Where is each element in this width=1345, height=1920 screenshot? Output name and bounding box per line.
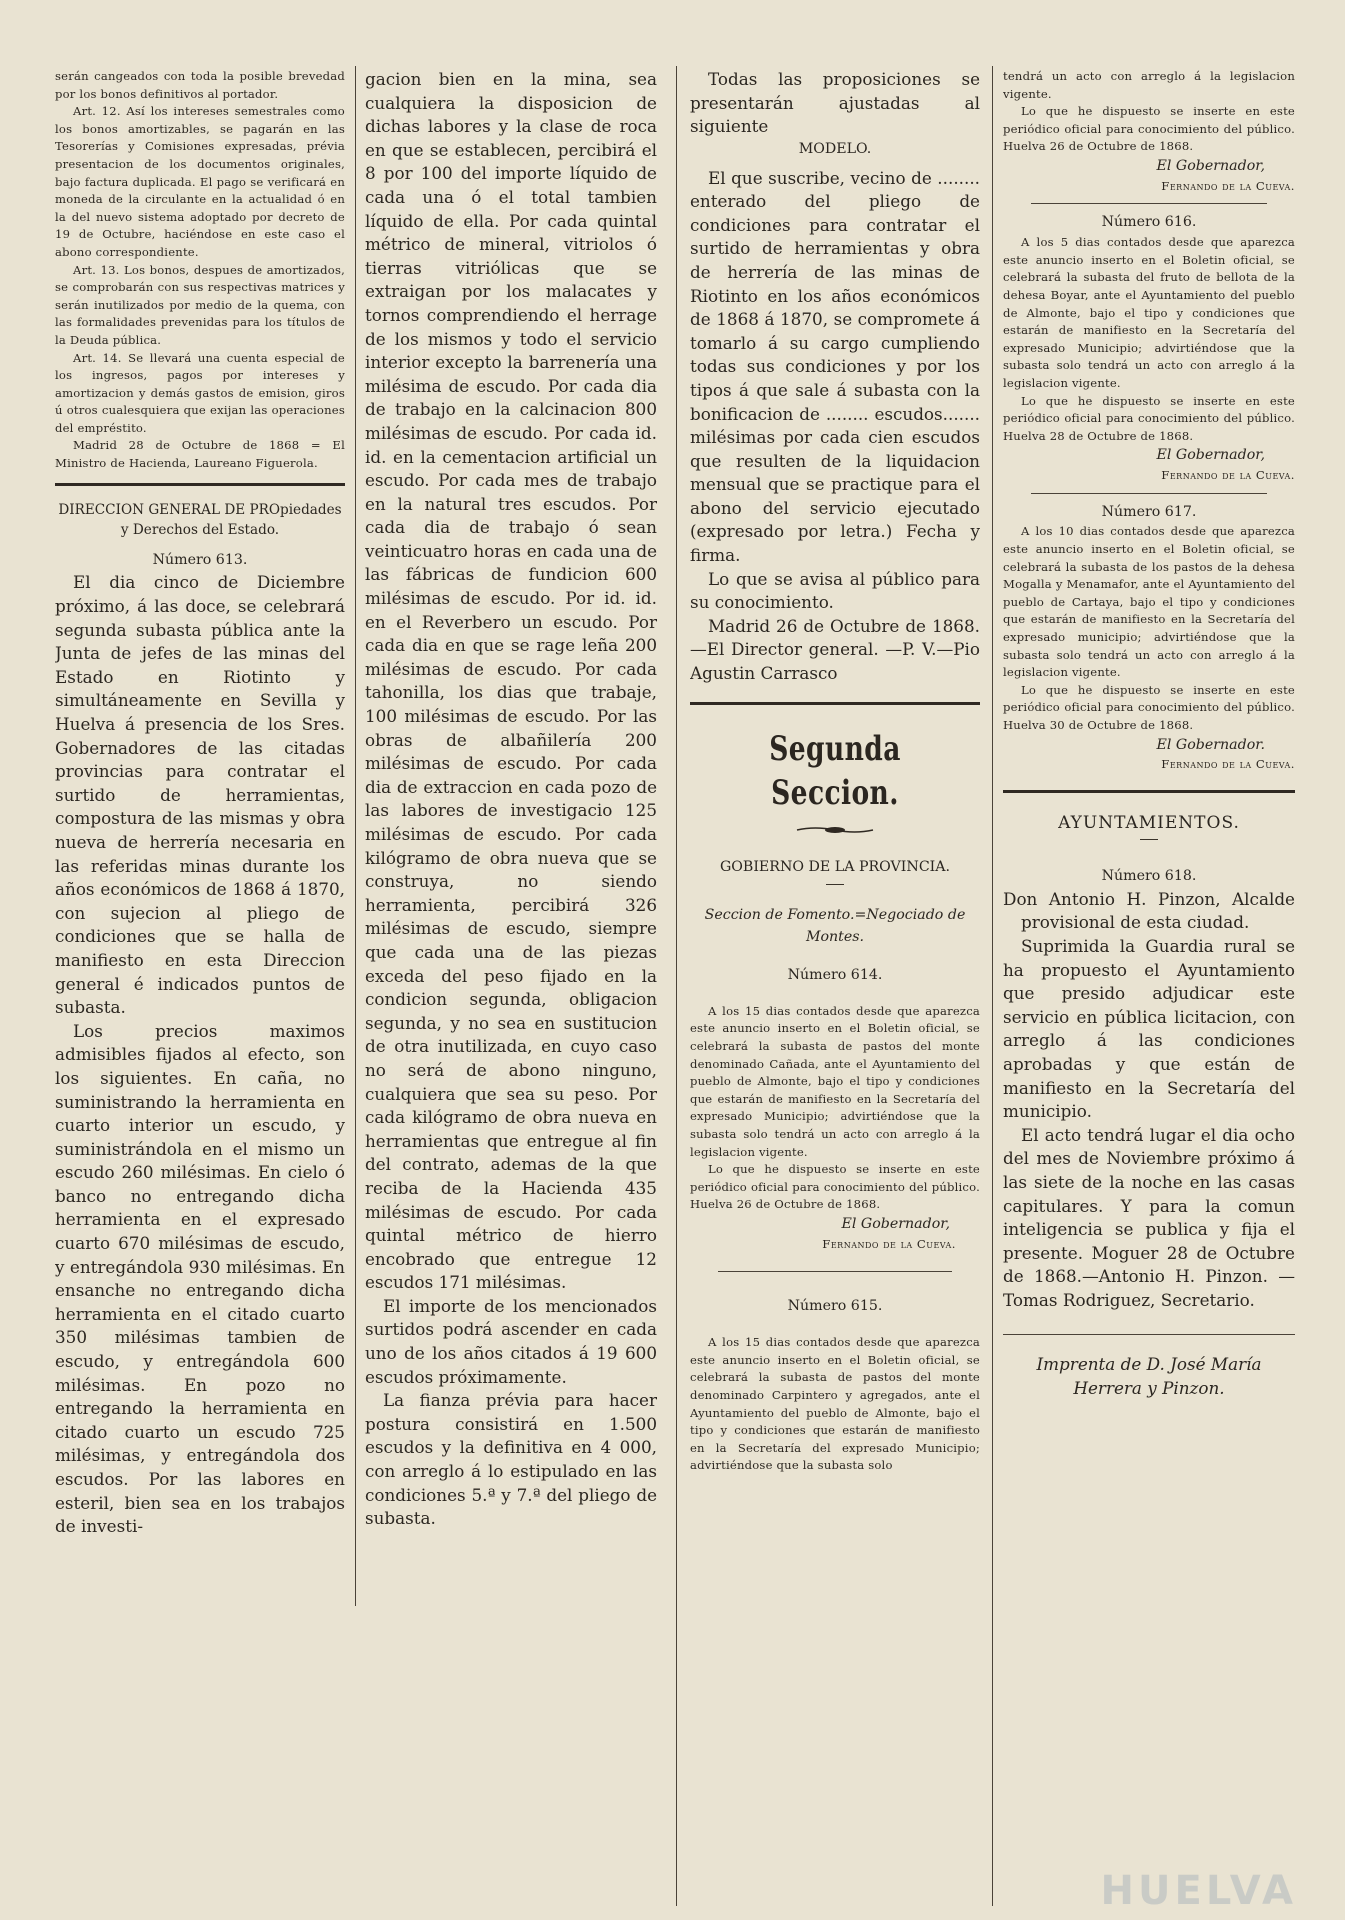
notice-613-bond: La fianza prévia para hacer postura consistirá en 1.500 escudos y la definitiva en 4 000, con arreglo á lo estipulado en las condiciones 5.ª y 7.ª del pliego de subasta. (365, 1390, 657, 1529)
printer-imprint: Imprenta de D. José María Herrera y Pinzon. (1036, 1354, 1262, 1399)
notice-616-body: A los 5 dias contados desde que aparezca este anuncio inserto en el Boletin oficial, se celebrará la subasta del fruto de bellota de la dehesa Boyar, ante el Ayuntamiento del pueblo de Almonte, bajo el tipo y condiciones que estarán de manifiesto en la Secretaría del expresado Municipio; advirtiéndose que la subasta solo tendrá un acto con arreglo á la legislacion vigente. (1003, 235, 1295, 390)
notice-number: Número 618. (1101, 867, 1197, 884)
notice-618-details: El acto tendrá lugar el dia ocho del mes de Noviembre próximo á las siete de la noche en las casas capitulares. Y para la comun inteligencia se publica y fija el presente. Moguer 28 de Octubre de 1868.—Antonio H. Pinzon. —Tomas Rodriguez, Secretario. (1003, 1124, 1295, 1310)
governor-name: Fernando de la Cueva. (1161, 468, 1295, 483)
governor-name: Fernando de la Cueva. (1161, 178, 1295, 193)
notice-613-body: El dia cinco de Diciembre próximo, á las doce, se celebrará segunda subasta pública ante la Junta de jefes de las minas del Estado en Riotinto y simultáneamente en Sevilla y Huelva á presencia de los Sres. Gobernadores de las citadas provincias para contratar el surtido de herramientas, compostura de las mismas y obra nueva de herrería necesaria en las referidas minas durante los años económicos de 1868 á 1870, con sujecion al pliego de condiciones que se halla de manifiesto en esta Direccion general é indicados puntos de subasta. (55, 572, 345, 1018)
notice-614-body: A los 15 dias contados desde que aparezca este anuncio inserto en el Boletin oficial, se celebrará la subasta de pastos del monte denominado Cañada, ante el Ayuntamiento del pueblo de Almonte, bajo el tipo y condiciones que estarán de manifiesto en la Secretaría del expresado Municipio; advirtiéndose que la subasta solo tendrá un acto con arreglo á la legislacion vigente. (690, 1003, 980, 1159)
section-title: Segunda Seccion. (769, 728, 901, 813)
ornament-divider (795, 825, 875, 835)
section-divider (1003, 790, 1295, 793)
governor-name: Fernando de la Cueva. (822, 1236, 956, 1251)
notice-615-body: A los 15 dias contados desde que aparezca este anuncio inserto en el Boletin oficial, se celebrará la subasta de pastos del monte denominado Carpintero y agregados, ante el Ayuntamiento del pueblo de Almonte, bajo el tipo y condiciones que estarán de manifiesto en la Secretaría del expresado Municipio; advirtiéndose que la subasta solo (690, 1335, 980, 1473)
column-rule (355, 66, 356, 1606)
proposals-text: Todas las proposiciones se presentarán ajustadas al siguiente (690, 69, 980, 137)
column-4 (1003, 68, 1295, 1900)
short-rule (826, 884, 844, 885)
watermark: HUELVA (1100, 1868, 1297, 1914)
notice-613-prices: Los precios maximos admisibles fijados al efecto, son los siguientes. En caña, no suministrando la herramienta en cuarto interior un escudo, y suministrándola en el mismo un escudo 260 milésimas. En cielo ó banco no entregando dicha herramienta en el expresado cuarto 670 milésimas de escudo, y entregándola 930 milésimas. En ensanche no entregando dicha herramienta en el citado cuarto 350 milésimas tambien de escudo, y entregándola 600 milésimas. En pozo no entregando la herramienta en citado cuarto un escudo 725 milésimas, y entregándola dos escudos. Por las labores en esteril, bien sea en los trabajos de investi- (55, 1020, 345, 1537)
government-heading: GOBIERNO DE LA PROVINCIA. (719, 858, 951, 875)
section-divider (690, 702, 980, 705)
notice-613-amount: El importe de los mencionados surtidos podrá ascender en cada uno de los años citados á 19 600 escudos próximamente. (365, 1295, 657, 1387)
notice-614-publication: Lo que he dispuesto se inserte en este periódico oficial para conocimiento del público. Huelva 26 de Octubre de 1868. (690, 1162, 980, 1212)
column-3 (690, 68, 980, 1900)
governor-title: El Gobernador, (841, 1215, 950, 1232)
model-text: El que suscribe, vecino de ........ enterado del pliego de condiciones para contratar el surtido de herramientas y obra de herrería de las minas de Riotinto en los años económicos de 1868 á 1870, se compromete á tomarlo á su cargo cumpliendo todas sus condiciones y por los tipos á que sale á subasta con la bonificacion de ........ escudos....... milésimas por cada cien escudos que resulten de la liquidacion mensual que se practique para el abono del servicio ejecutado (expresado por letra.) Fecha y firma. (690, 167, 980, 566)
ayuntamientos-heading: AYUNTAMIENTOS. (1058, 812, 1240, 833)
minister-signature: Madrid 28 de Octubre de 1868 = El Ministro de Hacienda, Laureano Figuerola. (55, 438, 345, 471)
notice-616-publication: Lo que he dispuesto se inserte en este periódico oficial para conocimiento del público. Huelva 28 de Octubre de 1868. (1003, 393, 1295, 443)
notice-615-publication: Lo que he dispuesto se inserte en este periódico oficial para conocimiento del público. Huelva 26 de Octubre de 1868. (1003, 104, 1295, 154)
column-rule (992, 66, 993, 1906)
governor-title: El Gobernador, (1156, 157, 1265, 174)
notice-617-publication: Lo que he dispuesto se inserte en este periódico oficial para conocimiento del público. Huelva 30 de Octubre de 1868. (1003, 682, 1295, 732)
footer-divider (1003, 1334, 1295, 1335)
continuation-text: serán cangeados con toda la posible brevedad por los bonos definitivos al portador. (55, 69, 345, 101)
notice-618-issuer: Don Antonio H. Pinzon, Alcalde provisional de esta ciudad. (1003, 888, 1295, 933)
governor-title: El Gobernador, (1156, 447, 1265, 464)
notice-number: Número 613. (152, 551, 248, 568)
column-rule (676, 66, 677, 1906)
notice-divider (1031, 493, 1267, 494)
notice-613-continuation: gacion bien en la mina, sea cualquiera la disposicion de dichas labores y la clase de roca en que se establecen, percibirá el 8 por 100 del importe líquido de cada una ó el total tambien líquido de ella. Por cada quintal métrico de mineral, vitriolos ó tierras vitriólicas que se extraigan por los malacates y tornos comprendiendo el herrage de los mismos y todo el servicio interior excepto la barrenería una milésima de escudo. Por cada dia de trabajo en la calcinacion 800 milésimas de escudo. Por cada id. id. en la cementacion artificial un escudo. Por cada mes de trabajo en la natural tres escudos. Por cada dia de trabajo ó sean veinticuatro horas en cada una de las fábricas de fundicion 600 milésimas de escudo. Por id. id. en el Reverbero un escudo. Por cada dia en que se rage leña 200 milésimas de escudo. Por cada tahonilla, los dias que trabaje, 100 milésimas de escudo. Por las obras de albañilería 200 milésimas de escudo. Por cada dia de extraccion en cada pozo de las labores de investigacio 125 milésimas de escudo. Por cada kilógramo de obra nueva que se construya, no siendo herramienta, percibirá 326 milésimas de escudo, siempre que cada una de las piezas exceda del peso fijado en la condicion segunda, obligacion segunda, y no sea en sustitucion de otra inutilizada, en cuyo caso no será de abono ninguno, cualquiera que sea su peso. Por cada kilógramo de obra nueva en herramientas que entregue al fin del contrato, ademas de la que reciba de la Hacienda 435 milésimas de escudo. Por cada quintal métrico de hierro encobrado que entregue 12 escudos 171 milésimas. (365, 69, 657, 1293)
short-rule (1140, 839, 1158, 840)
section-heading: DIRECCION GENERAL DE PROpiedades y Derechos del Estado. (58, 501, 342, 538)
department-heading: Seccion de Fomento.=Negociado de Montes. (704, 907, 966, 946)
model-heading: MODELO. (798, 140, 872, 157)
column-1 (55, 68, 345, 1900)
notice-615-continuation: tendrá un acto con arreglo á la legislacion vigente. (1003, 69, 1295, 101)
notice-number: Número 616. (1101, 214, 1197, 231)
column-2 (365, 68, 657, 1900)
article-12: Art. 12. Así los intereses semestrales como los bonos amortizables, se pagarán en las Tesorerías y Comisiones expresadas, prévia presentacion de los documentos originales, bajo factura duplicada. El pago se verificará en moneda de la circulante en la actualidad ó en la del nuevo sistema adoptado por decreto de 19 de Octubre, haciéndose en este caso el abono correspondiente. (55, 104, 345, 259)
section-divider (55, 483, 345, 486)
notice-number: Número 617. (1101, 503, 1197, 520)
article-14: Art. 14. Se llevará una cuenta especial de los ingresos, pagos por intereses y amortizacion y demás gastos de emision, giros ú otros cualesquiera que exijan las operaciones del empréstito. (55, 350, 345, 435)
notice-divider (1031, 203, 1267, 204)
notice-divider (718, 1271, 952, 1272)
governor-name: Fernando de la Cueva. (1161, 757, 1295, 772)
director-signature: Madrid 26 de Octubre de 1868.—El Director general. —P. V.—Pio Agustin Carrasco (690, 615, 980, 684)
public-notice: Lo que se avisa al público para su conocimiento. (690, 568, 980, 613)
notice-617-body: A los 10 dias contados desde que aparezca este anuncio inserto en el Boletin oficial, se celebrará la subasta de los pastos de la dehesa Mogalla y Menamafor, ante el Ayuntamiento del pueblo de Cartaya, bajo el tipo y condiciones que estarán de manifiesto en la Secretaría del expresado municipio; advirtiéndose que la subasta solo tendrá un acto con arreglo á la legislacion vigente. (1003, 524, 1295, 680)
article-13: Art. 13. Los bonos, despues de amortizados, se comprobarán con sus respectivas matrices y serán inutilizados por medio de la quema, con las formalidades prevenidas para los títulos de la Deuda pública. (55, 262, 345, 347)
notice-number: Número 615. (787, 1298, 883, 1315)
notice-618-body: Suprimida la Guardia rural se ha propuesto el Ayuntamiento que presido adjudicar este servicio en pública licitacion, con arreglo á las condiciones aprobadas y que están de manifiesto en la Secretaría del municipio. (1003, 935, 1295, 1122)
governor-title: El Gobernador. (1156, 736, 1265, 753)
notice-number: Número 614. (787, 967, 883, 984)
